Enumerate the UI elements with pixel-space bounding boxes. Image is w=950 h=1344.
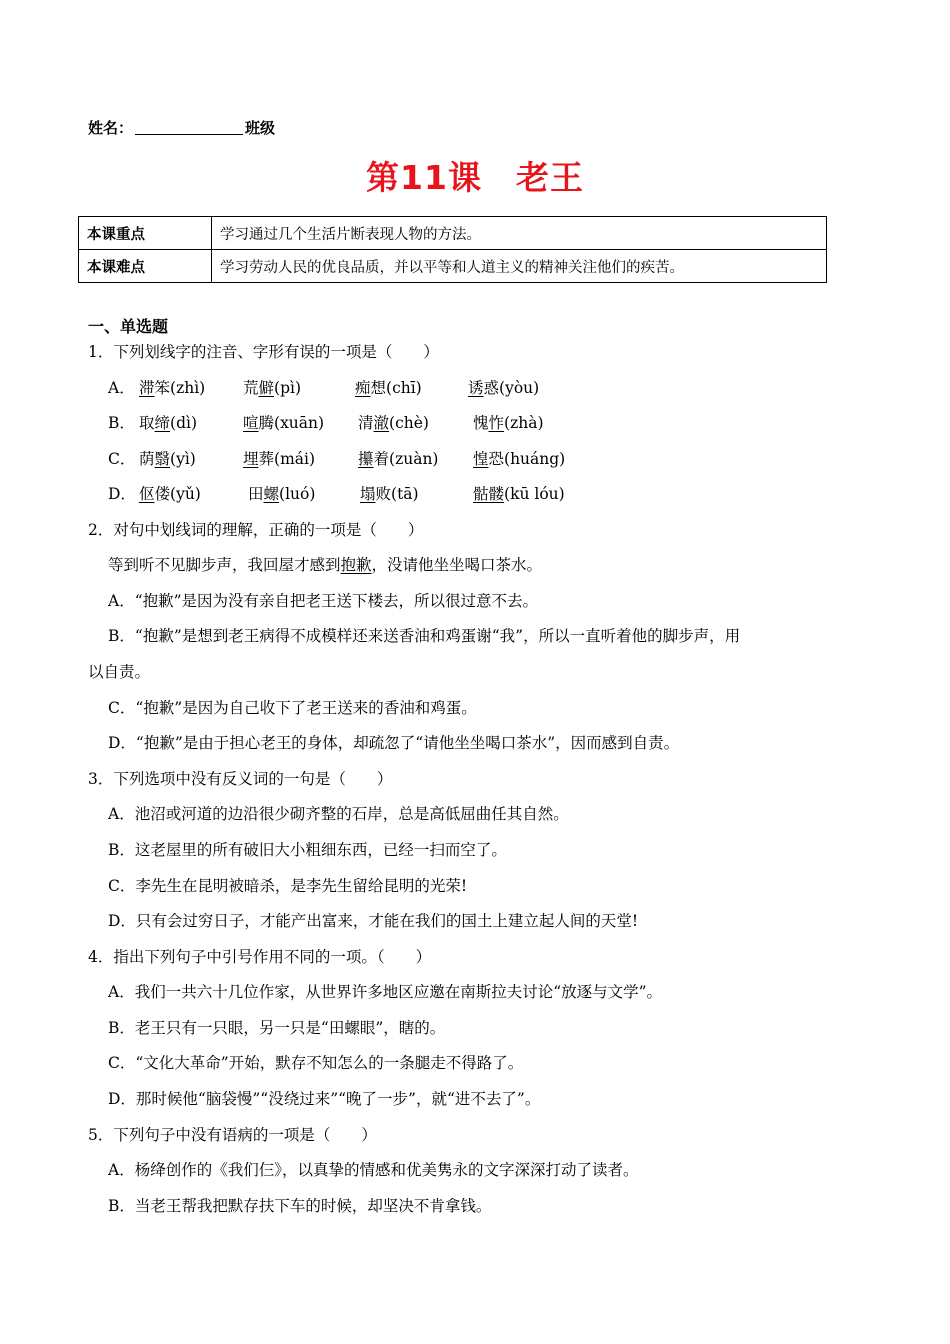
option-word: 骷髅(kū lóu) (473, 485, 565, 503)
q2-option-c: C．“抱歉”是因为自己收下了老王送来的香油和鸡蛋。 (108, 699, 477, 717)
name-blank[interactable] (135, 120, 243, 135)
option-word: 埋葬(mái) (243, 450, 316, 468)
option-label: C． (108, 450, 136, 468)
goal-key: 本课难点 (79, 250, 212, 283)
option-label: B． (108, 414, 135, 432)
option-word: 伛偻(yǔ) (139, 485, 201, 503)
option-word: 滞笨(zhì) (139, 379, 206, 397)
class-label: 班级 (245, 119, 276, 137)
q3-option-a: A．池沼或河道的边沿很少砌齐整的石岸，总是高低屈曲任其自然。 (108, 805, 569, 823)
q2-stem: 2．对句中划线词的理解，正确的一项是（ ） (88, 521, 424, 539)
table-row (79, 250, 827, 283)
q4-option-b: B．老王只有一只眼，另一只是“田螺眼”，瞎的。 (108, 1019, 446, 1037)
q2-underlined-word: 抱歉 (340, 556, 372, 574)
q5-option-a: A．杨绛创作的《我们仨》，以真挚的情感和优美隽永的文字深深打动了读者。 (108, 1161, 639, 1179)
q2-option-b: B．“抱歉”是想到老王病得不成模样还来送香油和鸡蛋谢“我”，所以一直听着他的脚步声，用 (108, 627, 741, 645)
table-row (79, 217, 827, 250)
option-word: 荫翳(yì) (139, 450, 196, 468)
option-word: 田螺(luó) (248, 485, 316, 503)
q1-stem: 1．下列划线字的注音、字形有误的一项是（ ） (88, 343, 439, 361)
page-title: 第11课 老王 (366, 158, 584, 197)
option-word: 诱惑(yòu) (468, 379, 540, 397)
q3-option-b: B．这老屋里的所有破旧大小粗细东西，已经一扫而空了。 (108, 841, 507, 859)
q3-stem: 3．下列选项中没有反义词的一句是（ ） (88, 770, 393, 788)
goal-value: 学习通过几个生活片断表现人物的方法。 (212, 217, 827, 250)
q4-option-a: A．我们一共六十几位作家，从世界许多地区应邀在南斯拉夫讨论“放逐与文学”。 (108, 983, 663, 1001)
q3-option-c: C．李先生在昆明被暗杀，是李先生留给昆明的光荣! (108, 877, 468, 895)
q2-option-b-cont: 以自责。 (88, 663, 151, 681)
q4-stem: 4．指出下列句子中引号作用不同的一项。（ ） (88, 948, 432, 966)
q3-option-d: D．只有会过穷日子，才能产出富来，才能在我们的国土上建立起人间的天堂! (108, 912, 639, 930)
name-label: 姓名： (88, 119, 134, 137)
q4-option-c: C．“文化大革命”开始，默存不知怎么的一条腿走不得路了。 (108, 1054, 524, 1072)
option-label: D． (108, 485, 136, 503)
section-heading: 一、单选题 (88, 317, 169, 336)
name-class-line (88, 117, 275, 138)
option-word: 痴想(chī) (355, 379, 422, 397)
q2-sentence: 等到听不见脚步声，我回屋才感到抱歉，没请他坐坐喝口茶水。 (108, 556, 543, 574)
q5-option-b: B．当老王帮我把默存扶下车的时候，却坚决不肯拿钱。 (108, 1197, 492, 1215)
option-word: 塌败(tā) (360, 485, 419, 503)
option-word: 取缔(dì) (139, 414, 198, 432)
option-word-underlined: 滞 (139, 379, 155, 397)
option-word: 清澈(chè) (358, 414, 429, 432)
option-word: 惶恐(huáng) (473, 450, 566, 468)
option-label: A． (108, 379, 135, 397)
option-word: 喧腾(xuān) (243, 414, 325, 432)
goal-key: 本课重点 (79, 217, 212, 250)
q2-option-a: A．“抱歉”是因为没有亲自把老王送下楼去，所以很过意不去。 (108, 592, 539, 610)
option-word: 荒僻(pì) (243, 379, 302, 397)
option-word: 攥着(zuàn) (358, 450, 439, 468)
goal-value: 学习劳动人民的优良品质，并以平等和人道主义的精神关注他们的疾苦。 (212, 250, 827, 283)
q4-option-d: D．那时候他“脑袋慢”“没绕过来”“晚了一步”，就“进不去了”。 (108, 1090, 541, 1108)
goals-table (78, 216, 827, 283)
option-word: 愧怍(zhà) (473, 414, 544, 432)
q2-option-d: D．“抱歉”是由于担心老王的身体，却疏忽了“请他坐坐喝口茶水”，因而感到自责。 (108, 734, 680, 752)
q5-stem: 5．下列句子中没有语病的一项是（ ） (88, 1126, 377, 1144)
